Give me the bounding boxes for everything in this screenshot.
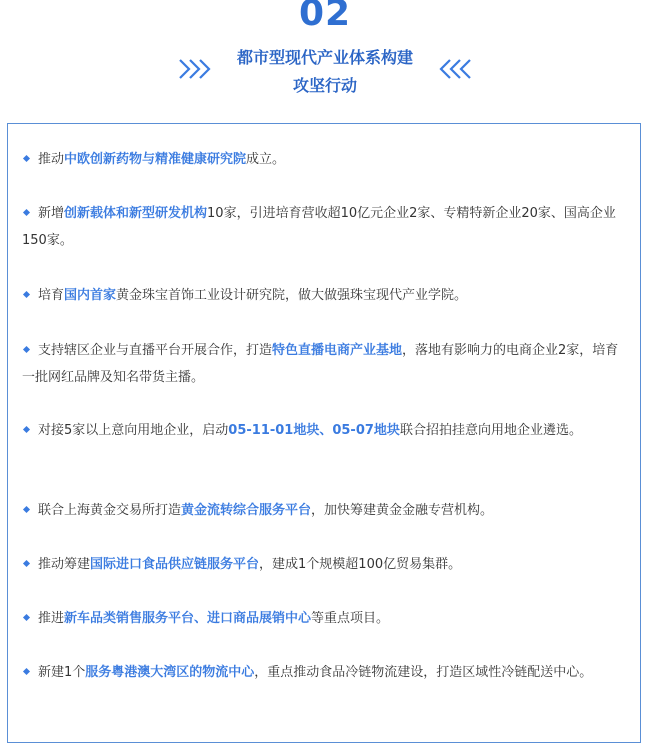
list-item (22, 497, 630, 524)
highlight-text: 国际进口食品供应链服务平台 (90, 557, 260, 572)
bullet-diamond-icon (23, 155, 30, 162)
list-item (22, 659, 630, 686)
bullet-diamond-icon (23, 614, 30, 621)
body-text: ，落地有影响力的电商企业2家，培育一批网红品牌及知名带货主播。 (22, 343, 619, 385)
body-text: 等重点项目。 (311, 611, 390, 626)
highlight-text: 特色直播电商产业基地 (272, 343, 403, 358)
bullet-diamond-icon (23, 209, 30, 216)
body-text: 对接5家以上意向用地企业，启动 (38, 423, 229, 438)
bullet-diamond-icon (23, 426, 30, 433)
body-text: 推进 (38, 611, 65, 626)
body-text: 联合上海黄金交易所打造 (38, 503, 182, 518)
bullet-diamond-icon (23, 560, 30, 567)
body-text: ，加快筹建黄金金融专营机构。 (311, 503, 494, 518)
body-text: 支持辖区企业与直播平台开展合作，打造 (38, 343, 273, 358)
body-text: ，建成1个规模超100亿贸易集群。 (259, 557, 462, 572)
body-text: 10家，引进培育营收超10亿元企业2家、专精特新企业20家、国高企业150家。 (22, 206, 616, 248)
body-text: 新增 (38, 206, 65, 221)
section-title-line1: 都市型现代产业体系构建 (236, 48, 413, 67)
bullet-diamond-icon (23, 346, 30, 353)
highlight-text: 国内首家 (64, 288, 117, 303)
body-text: 黄金珠宝首饰工业设计研究院，做大做强珠宝现代产业学院。 (116, 288, 468, 303)
highlight-text: 05-11-01地块、05-07地块 (228, 423, 400, 438)
bullet-diamond-icon (23, 291, 30, 298)
list-item (22, 146, 630, 173)
section-number: 02 (298, 0, 352, 34)
highlight-text: 新车品类销售服务平台、进口商品展销中心 (64, 611, 312, 626)
body-text: ，重点推动食品冷链物流建设，打造区域性冷链配送中心。 (254, 665, 593, 680)
body-text: 成立。 (246, 152, 286, 167)
bullet-diamond-icon (23, 506, 30, 513)
list-item (22, 605, 630, 632)
body-text: 推动 (38, 152, 65, 167)
section-title-line2: 攻坚行动 (292, 76, 357, 95)
list-item (22, 551, 630, 578)
list-item (22, 200, 630, 254)
list-item (22, 417, 630, 444)
bullet-diamond-icon (23, 668, 30, 675)
list-item (22, 282, 630, 309)
highlight-text: 创新载体和新型研发机构 (64, 206, 208, 221)
section-header (0, 0, 650, 120)
body-text: 新建1个 (38, 665, 86, 680)
body-text: 推动筹建 (38, 557, 91, 572)
highlight-text: 服务粤港澳大湾区的物流中心 (85, 665, 255, 680)
section-title (0, 44, 650, 100)
highlight-text: 黄金流转综合服务平台 (181, 503, 312, 518)
body-text: 联合招拍挂意向用地企业遴选。 (399, 423, 582, 438)
double-chevron-left-icon (438, 58, 472, 80)
highlight-text: 中欧创新药物与精准健康研究院 (64, 152, 247, 167)
list-item (22, 337, 630, 391)
body-text: 培育 (38, 288, 65, 303)
